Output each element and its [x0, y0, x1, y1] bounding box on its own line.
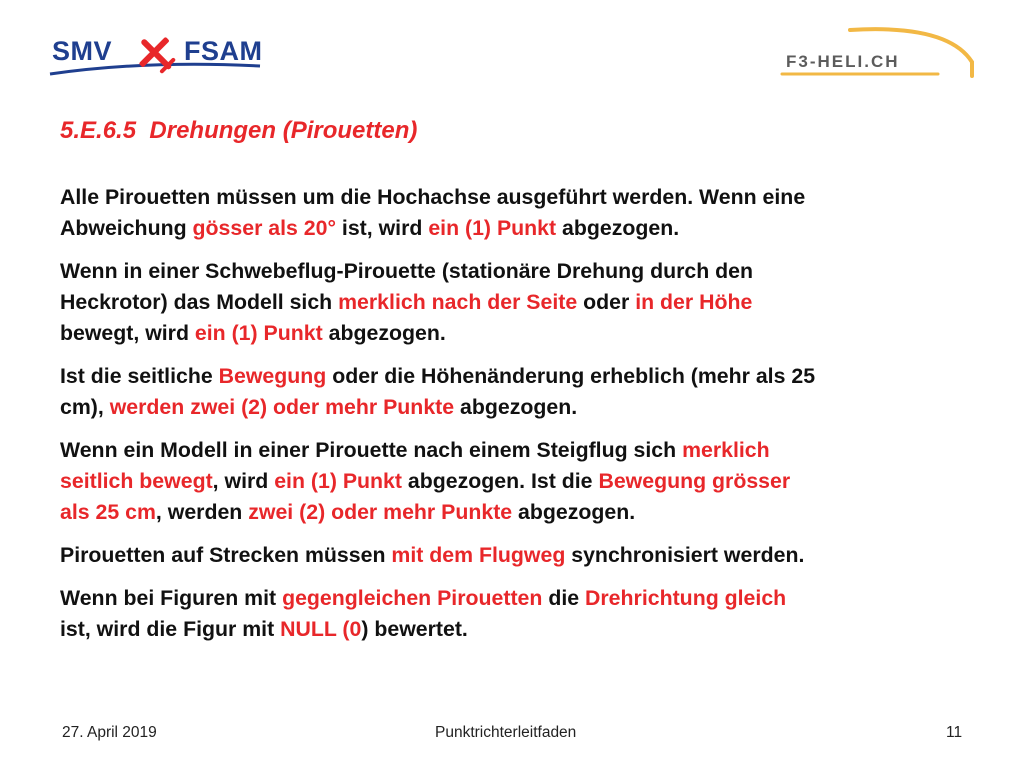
body-text: oder: [577, 290, 636, 314]
logo-right-word: FSAM: [184, 36, 263, 66]
paragraph: [60, 540, 980, 571]
paragraph: [60, 435, 980, 528]
body-text: abgezogen.: [556, 216, 680, 240]
body-text: abgezogen.: [322, 321, 446, 345]
body-text: Heckrotor) das Modell sich: [60, 290, 339, 314]
body-text: Wenn ein Modell in einer Pirouette nach einem Steigflug sich: [60, 438, 683, 462]
slide-title: 5.E.6.5 Drehungen (Pirouetten): [60, 117, 418, 144]
highlight-text: Bewegung grösser: [598, 469, 791, 493]
highlight-text: merklich nach der Seite: [338, 290, 578, 314]
body-text: ist, wird: [336, 216, 429, 240]
body-text: ist, wird die Figur mit: [60, 617, 281, 641]
text-line: [60, 361, 980, 392]
body-text: cm),: [60, 395, 110, 419]
body-text: Wenn in einer Schwebeflug-Pirouette (stationäre Drehung durch den: [60, 259, 754, 283]
body-text: oder die Höhenänderung erheblich (mehr als 25: [326, 364, 816, 388]
highlight-text: als 25 cm: [60, 500, 156, 524]
text-line: [60, 182, 980, 213]
body-text: Alle Pirouetten müssen um die Hochachse ausgeführt werden. Wenn eine: [60, 185, 806, 209]
smv-fsam-logo: [48, 30, 263, 82]
body-text: synchronisiert werden.: [565, 543, 805, 567]
footer-title: Punktrichterleitfaden: [435, 724, 577, 741]
f3-heli-text: F3-HELI.CH: [786, 52, 900, 71]
paragraph: [60, 361, 980, 423]
text-line: [60, 466, 980, 497]
f3-heli-logo: [778, 22, 978, 86]
text-line: [60, 583, 980, 614]
highlight-text: gegengleichen Pirouetten: [282, 586, 543, 610]
text-line: [60, 540, 980, 571]
highlight-text: NULL (0: [280, 617, 362, 641]
body-text: bewegt, wird: [60, 321, 195, 345]
highlight-text: ein (1) Punkt: [428, 216, 557, 240]
body-text: abgezogen.: [512, 500, 636, 524]
body-text: Wenn bei Figuren mit: [60, 586, 283, 610]
highlight-text: werden zwei (2) oder mehr Punkte: [109, 395, 455, 419]
body-text: Pirouetten auf Strecken müssen: [60, 543, 392, 567]
text-line: [60, 318, 980, 349]
paragraph: [60, 583, 980, 645]
slide-body: [60, 182, 980, 657]
text-line: [60, 392, 980, 423]
body-text: Ist die seitliche: [60, 364, 219, 388]
paragraph: [60, 182, 980, 244]
text-line: [60, 614, 980, 645]
airplane-icon: [132, 30, 182, 80]
highlight-text: zwei (2) oder mehr Punkte: [248, 500, 513, 524]
logo-left-word: SMV: [52, 36, 113, 66]
text-line: [60, 497, 980, 528]
highlight-text: Drehrichtung gleich: [585, 586, 787, 610]
highlight-text: in der Höhe: [635, 290, 753, 314]
body-text: abgezogen.: [454, 395, 578, 419]
text-line: [60, 435, 980, 466]
text-line: [60, 256, 980, 287]
footer-date: 27. April 2019: [62, 724, 157, 741]
body-text: abgezogen. Ist die: [402, 469, 599, 493]
body-text: die: [542, 586, 586, 610]
text-line: [60, 213, 980, 244]
text-line: [60, 287, 980, 318]
body-text: , wird: [212, 469, 275, 493]
paragraph: [60, 256, 980, 349]
body-text: ) bewertet.: [361, 617, 468, 641]
highlight-text: ein (1) Punkt: [194, 321, 323, 345]
highlight-text: ein (1) Punkt: [274, 469, 402, 493]
highlight-text: merklich: [682, 438, 770, 462]
highlight-text: mit dem Flugweg: [391, 543, 566, 567]
page-number: 11: [946, 724, 963, 741]
body-text: , werden: [155, 500, 249, 524]
highlight-text: seitlich bewegt: [60, 469, 213, 493]
highlight-text: Bewegung: [218, 364, 327, 388]
body-text: Abweichung: [60, 216, 193, 240]
highlight-text: gösser als 20°: [192, 216, 336, 240]
